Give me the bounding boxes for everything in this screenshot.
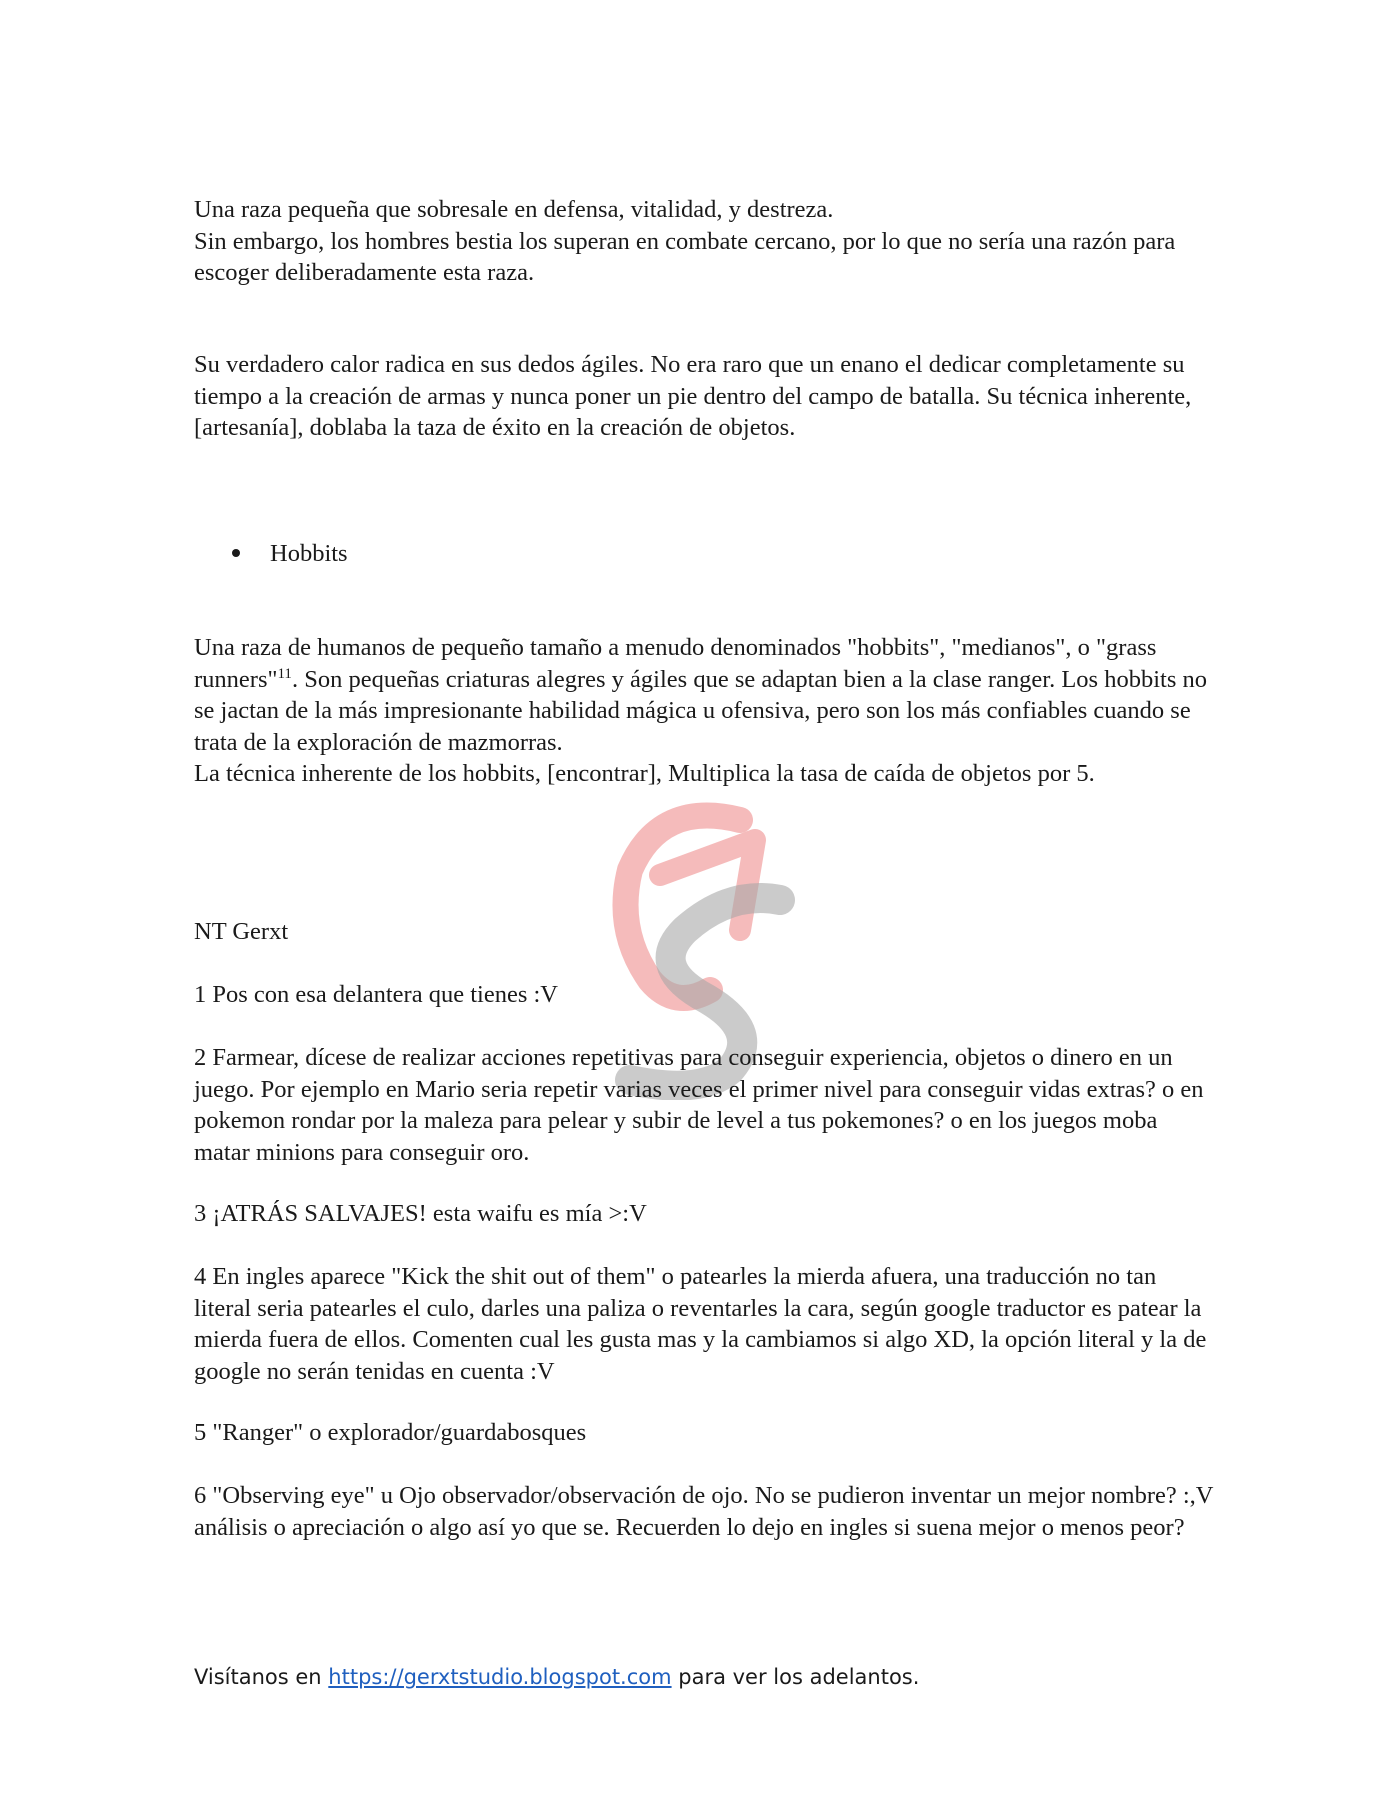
note-2: 2 Farmear, dícese de realizar acciones repetitivas para conseguir experiencia, objetos o dinero en un juego. Por ejemplo en Mario seria repetir varias veces el primer nivel para conseguir vidas extras? o en pokemon rondar por la maleza para pelear y subir de level a tus pokemones? o en los juegos moba matar minions para conseguir oro. <box>194 1044 1204 1166</box>
note-6: 6 "Observing eye" u Ojo observador/observación de ojo. No se pudieron inventar un mejor nombre? :,V análisis o apreciación o algo así yo que se. Recuerden lo dejo en ingles si suena mejor o menos peor? <box>194 1482 1214 1541</box>
hobbits-technique: La técnica inherente de los hobbits, [encontrar], Multiplica la tasa de caída de objetos por 5. <box>194 760 1095 787</box>
footer-line <box>194 1662 919 1692</box>
hobbits-text-start: Una raza de humanos de pequeño tamaño a menudo denominados "hobbits", "medianos", o "grass runners" <box>194 634 1157 693</box>
bullet-label: Hobbits <box>270 540 348 567</box>
intro-line-2: Sin embargo, los hombres bestia los superan en combate cercano, por lo que no sería una razón para escoger deliberadamente esta raza. <box>194 227 1176 286</box>
notes-heading: NT Gerxt <box>194 918 289 945</box>
hobbits-text-end: . Son pequeñas criaturas alegres y ágiles que se adaptan bien a la clase ranger. Los hobbits no se jactan de la más impresionante habilidad mágica u ofensiva, pero son los más confiables cuando se trata de la exploración de mazmorras. <box>194 665 1207 756</box>
footer-text-after: para ver los adelantos. <box>671 1665 920 1689</box>
bullet-item-hobbits <box>232 538 348 570</box>
intro-line-1: Una raza pequeña que sobresale en defensa, vitalidad, y destreza. <box>194 196 834 223</box>
note-4: 4 En ingles aparece "Kick the shit out of them" o patearles la mierda afuera, una traducción no tan literal seria patearles el culo, darles una paliza o reventarles la cara, según google traductor es patear la mierda fuera de ellos. Comenten cual les gusta mas y la cambiamos si algo XD, la opción literal y la de google no serán tenidas en cuenta :V <box>194 1263 1207 1385</box>
bullet-dot-icon <box>232 549 240 557</box>
blog-link[interactable]: https://gerxtstudio.blogspot.com <box>328 1665 672 1689</box>
intro-paragraph <box>194 194 1214 289</box>
footer-text-before: Visítanos en <box>194 1665 329 1689</box>
dwarf-paragraph: Su verdadero calor radica en sus dedos ágiles. No era raro que un enano el dedicar completamente su tiempo a la creación de armas y nunca poner un pie dentro del campo de batalla. Su técnica inherente, [artesanía], doblaba la taza de éxito en la creación de objetos. <box>194 351 1192 441</box>
note-3: 3 ¡ATRÁS SALVAJES! esta waifu es mía >:V <box>194 1200 647 1227</box>
note-1: 1 Pos con esa delantera que tienes :V <box>194 981 558 1008</box>
hobbits-description <box>194 632 1214 758</box>
hobbits-paragraph <box>194 632 1214 790</box>
note-5: 5 "Ranger" o explorador/guardabosques <box>194 1419 587 1446</box>
footnote-marker: 11 <box>277 665 292 682</box>
